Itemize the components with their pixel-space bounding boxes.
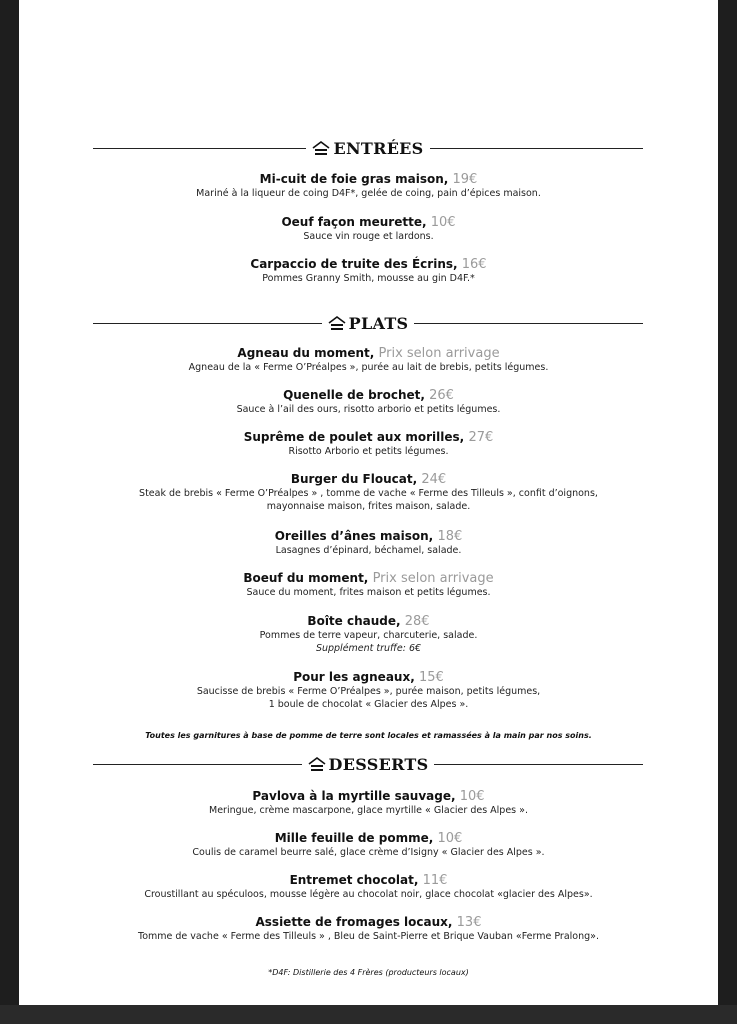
dish-name: Mille feuille de pomme, [274, 831, 434, 845]
chalet-icon [312, 141, 330, 155]
dish-item [19, 571, 718, 599]
dish-name: Pavlova à la myrtille sauvage, [252, 789, 456, 803]
dish-item [19, 388, 718, 416]
dish-item [19, 430, 718, 458]
dish-name: Oreilles d’ânes maison, [274, 529, 434, 543]
dish-item [19, 472, 718, 513]
dish-description: Lasagnes d’épinard, béchamel, salade. [275, 545, 462, 556]
dish-description: 1 boule de chocolat « Glacier des Alpes ». [268, 699, 469, 710]
section-title: ENTRÉES [333, 138, 424, 158]
divider-line [414, 323, 643, 324]
dish-price: Prix selon arrivage [378, 346, 500, 361]
dish-name: Assiette de fromages locaux, [255, 915, 453, 929]
divider-line [430, 148, 643, 149]
menu-page [19, 0, 718, 1005]
dish-name: Quenelle de brochet, [283, 388, 425, 402]
dish-price: 10€ [430, 215, 456, 230]
dish-price: 10€ [459, 789, 485, 804]
dish-item [19, 529, 718, 557]
section-header-desserts [93, 754, 643, 774]
potato-note: Toutes les garnitures à base de pomme de terre sont locales et ramassées à la main par nos soins. [145, 731, 592, 740]
dish-item [19, 172, 718, 200]
section-title: PLATS [348, 313, 409, 333]
dish-description: Agneau de la « Ferme O’Préalpes », purée au lait de brebis, petits légumes. [188, 362, 549, 373]
dish-description: Pommes Granny Smith, mousse au gin D4F.* [262, 273, 475, 284]
dish-item [19, 670, 718, 711]
dish-description: Coulis de caramel beurre salé, glace crème d’Isigny « Glacier des Alpes ». [192, 847, 545, 858]
dish-name: Carpaccio de truite des Écrins, [250, 257, 458, 271]
dish-price: Prix selon arrivage [372, 571, 494, 586]
footnote: *D4F: Distillerie des 4 Frères (producteurs locaux) [268, 968, 469, 977]
dish-name: Oeuf façon meurette, [281, 215, 427, 229]
divider-line [434, 764, 643, 765]
section-header-entrees [93, 138, 643, 158]
dish-item [19, 873, 718, 901]
dish-description: Mariné à la liqueur de coing D4F*, gelée de coing, pain d’épices maison. [196, 188, 541, 199]
dish-description: Steak de brebis « Ferme O’Préalpes » , tomme de vache « Ferme des Tilleuls », confit d’oignons, [139, 488, 598, 499]
dish-price: 16€ [461, 257, 487, 272]
dish-description: Saucisse de brebis « Ferme O’Préalpes », purée maison, petits légumes, [196, 686, 541, 697]
dish-price: 10€ [437, 831, 463, 846]
dish-description: Sauce vin rouge et lardons. [303, 231, 434, 242]
dish-name: Burger du Floucat, [290, 472, 418, 486]
dish-price: 18€ [437, 529, 463, 544]
dish-item [19, 915, 718, 943]
dish-item [19, 831, 718, 859]
dish-description: mayonnaise maison, frites maison, salade. [266, 501, 471, 512]
dish-description: Risotto Arborio et petits légumes. [288, 446, 449, 457]
chalet-icon [308, 757, 326, 771]
dish-name: Boeuf du moment, [243, 571, 369, 585]
dish-description: Meringue, crème mascarpone, glace myrtille « Glacier des Alpes ». [209, 805, 528, 816]
dish-name: Entremet chocolat, [289, 873, 419, 887]
divider-line [93, 323, 322, 324]
dish-description: Tomme de vache « Ferme des Tilleuls » , Bleu de Saint-Pierre et Brique Vauban «Ferme Pralong». [138, 931, 599, 942]
dish-supplement: Supplément truffe: 6€ [315, 643, 422, 654]
chalet-icon [328, 316, 346, 330]
dish-item [19, 789, 718, 817]
dish-price: 19€ [452, 172, 478, 187]
section-header-plats [93, 313, 643, 333]
dish-name: Suprême de poulet aux morilles, [243, 430, 465, 444]
dish-description: Sauce du moment, frites maison et petits légumes. [246, 587, 491, 598]
dish-price: 27€ [468, 430, 494, 445]
dish-price: 13€ [456, 915, 482, 930]
divider-line [93, 148, 306, 149]
dish-item [19, 346, 718, 374]
dish-price: 26€ [429, 388, 454, 403]
section-title: DESSERTS [328, 754, 429, 774]
dish-name: Pour les agneaux, [293, 670, 415, 684]
dish-description: Croustillant au spéculoos, mousse légère au chocolat noir, glace chocolat «glacier des Alpes». [144, 889, 593, 900]
dish-name: Agneau du moment, [237, 346, 375, 360]
dish-description: Sauce à l’ail des ours, risotto arborio et petits légumes. [236, 404, 501, 415]
dish-item [19, 215, 718, 243]
dish-description: Pommes de terre vapeur, charcuterie, salade. [259, 630, 478, 641]
dish-name: Boîte chaude, [307, 614, 401, 628]
dish-price: 11€ [422, 873, 448, 888]
dish-item [19, 614, 718, 655]
dish-price: 15€ [418, 670, 444, 685]
bottom-bar [0, 1005, 737, 1024]
divider-line [93, 764, 302, 765]
dish-price: 24€ [421, 472, 447, 487]
dish-price: 28€ [404, 614, 430, 629]
dish-name: Mi-cuit de foie gras maison, [259, 172, 449, 186]
dish-item [19, 257, 718, 285]
